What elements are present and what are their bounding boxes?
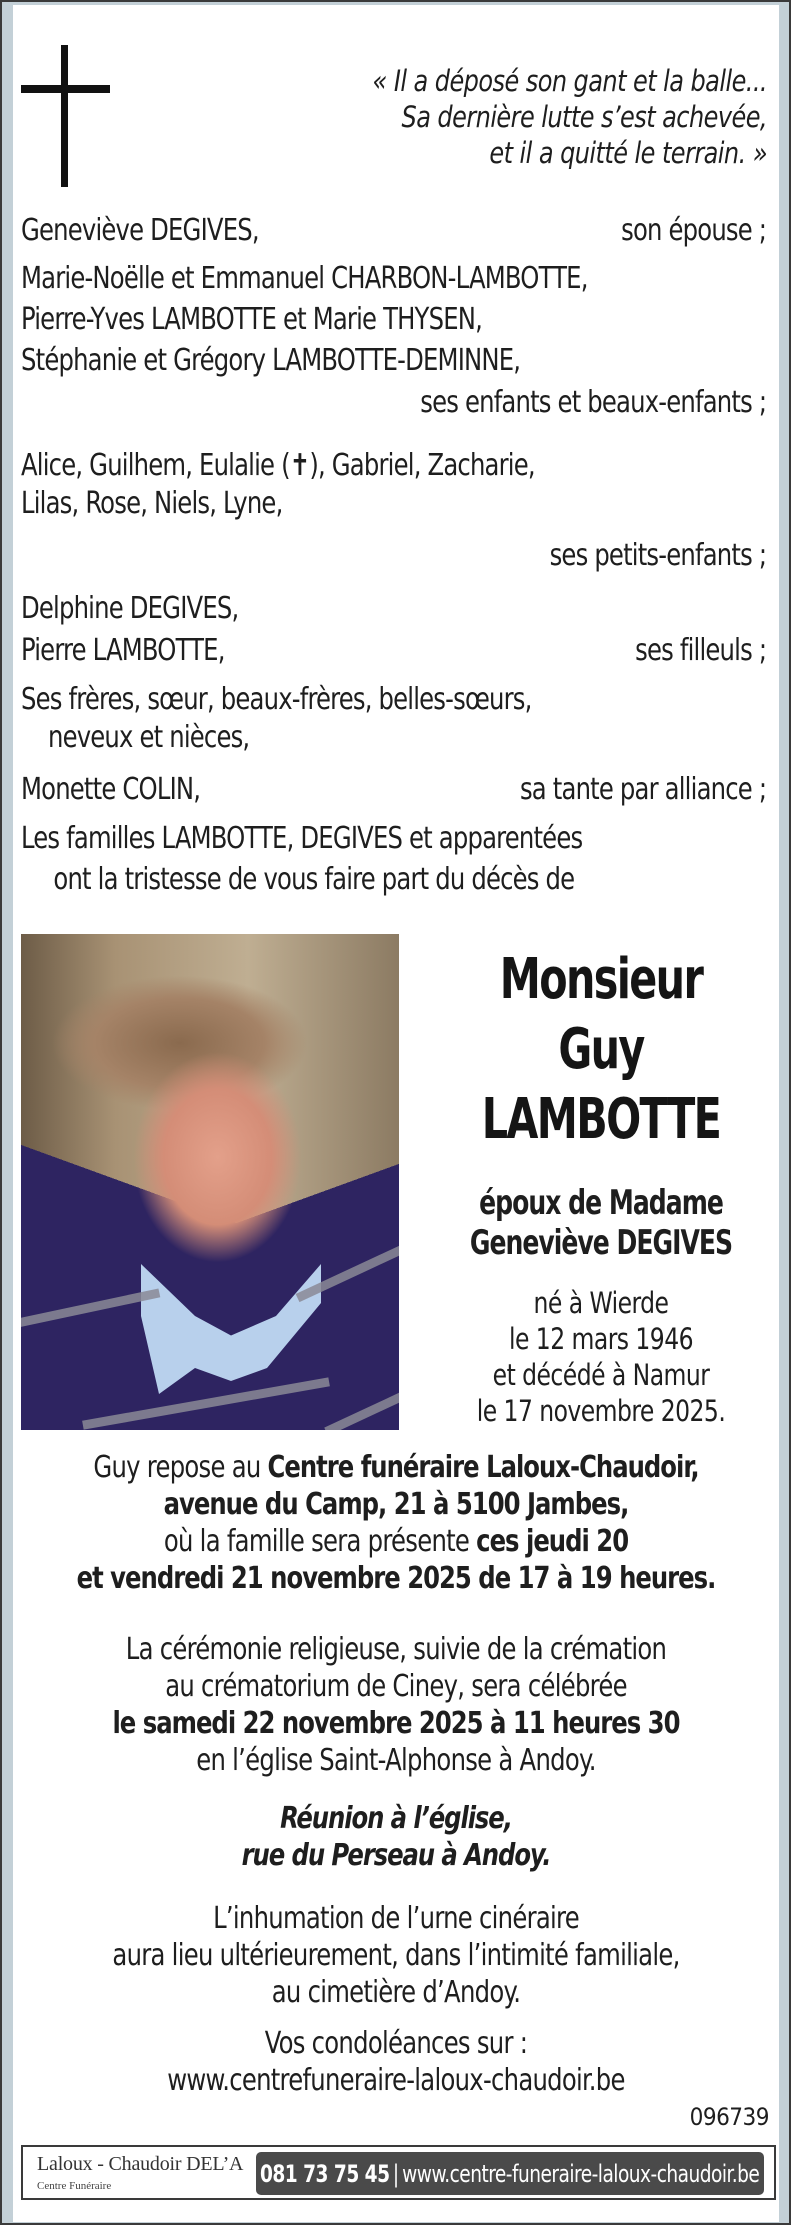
spouse-line: Geneviève DEGIVES	[469, 1223, 733, 1263]
relation-label: ses petits-enfants ;	[549, 538, 767, 573]
family-aunt	[21, 772, 766, 812]
quote-line: Sa dernière lutte s’est achevée,	[401, 100, 767, 134]
family-godchild	[21, 633, 766, 673]
meeting-paragraph	[51, 1800, 740, 1874]
death-place: et décédé à Namur	[492, 1358, 710, 1392]
announcement-text: ont la tristesse de vous faire part du décès de	[53, 862, 575, 897]
family-children-relation	[21, 385, 766, 425]
family-grandchildren	[21, 448, 766, 488]
announcement-line	[21, 862, 766, 902]
deceased-last-name: LAMBOTTE	[481, 1087, 721, 1152]
relative-name: Ses frères, sœur, beaux-frères, belles-sœurs,	[21, 682, 532, 717]
family-spouse	[21, 213, 766, 253]
obituary-notice	[13, 5, 779, 2222]
relative-name: Alice, Guilhem, Eulalie (✝), Gabriel, Zacharie,	[21, 448, 535, 483]
phone-number[interactable]: 081 73 75 45	[260, 2159, 390, 2188]
funeral-center-name: Centre funéraire Laloux-Chaudoir,	[267, 1450, 699, 1485]
ceremony-paragraph	[51, 1631, 740, 1779]
funeral-home-footer	[21, 2145, 776, 2200]
quote-line: et il a quitté le terrain. »	[489, 136, 767, 170]
relation-label: ses enfants et beaux-enfants ;	[420, 385, 767, 420]
death-date: le 17 novembre 2025.	[476, 1394, 726, 1428]
ceremony-datetime: le samedi 22 novembre 2025 à 11 heures 30	[112, 1706, 680, 1741]
family-child	[21, 343, 766, 383]
birth-date: le 12 mars 1946	[508, 1322, 693, 1356]
deceased-photo	[21, 934, 399, 1430]
repose-paragraph	[51, 1449, 740, 1597]
ceremony-text: La cérémonie religieuse, suivie de la crémation	[125, 1632, 667, 1667]
photo-sweater-stripe	[82, 1377, 330, 1429]
deceased-name-block	[433, 945, 769, 1429]
birth-place: né à Wierde	[533, 1286, 669, 1320]
funeral-home-logo: Laloux - Chaudoir DEL’A	[37, 2153, 244, 2175]
relative-name: Geneviève DEGIVES,	[21, 213, 259, 248]
separator: |	[392, 2159, 399, 2188]
quote-line: « Il a déposé son gant et la balle...	[372, 64, 767, 98]
cross-icon-bar	[21, 85, 110, 93]
photo-sweater-stripe	[296, 1235, 399, 1302]
relative-name: Delphine DEGIVES,	[21, 591, 239, 626]
relative-name: Lilas, Rose, Niels, Lyne,	[21, 486, 283, 521]
burial-text: au cimetière d’Andoy.	[271, 1975, 521, 2010]
family-child	[21, 302, 766, 342]
condolences-label: Vos condoléances sur :	[264, 2026, 528, 2061]
relative-name: Pierre-Yves LAMBOTTE et Marie THYSEN,	[21, 302, 482, 337]
relation-label: ses filleuls ;	[635, 633, 767, 668]
family-siblings	[21, 682, 766, 722]
meeting-text: Réunion à l’église,	[280, 1801, 512, 1836]
visitation-text: où la famille sera présente	[163, 1524, 477, 1559]
deceased-first-name: Guy	[558, 1017, 644, 1082]
relative-name: Monette COLIN,	[21, 772, 201, 807]
photo-sweater-stripe	[21, 1289, 160, 1329]
relative-name: Stéphanie et Grégory LAMBOTTE-DEMINNE,	[21, 343, 521, 378]
notice-id: 096739	[689, 2103, 769, 2131]
deceased-title: Monsieur	[499, 947, 703, 1012]
meeting-address: rue du Perseau à Andoy.	[241, 1838, 551, 1873]
contact-bar	[256, 2152, 764, 2195]
photo-shirt-collar	[141, 1264, 321, 1394]
condolences-link[interactable]: www.centrefuneraire-laloux-chaudoir.be	[167, 2063, 625, 2098]
photo-sweater-stripe	[324, 1381, 399, 1430]
condolences-paragraph	[51, 2025, 740, 2099]
family-grandchildren	[21, 486, 766, 526]
relative-name: Marie-Noëlle et Emmanuel CHARBON-LAMBOTTE,	[21, 261, 588, 296]
family-siblings	[21, 720, 766, 760]
burial-text: L’inhumation de l’urne cinéraire	[213, 1901, 579, 1936]
visitation-day: ces jeudi 20	[476, 1524, 629, 1559]
relative-name: neveux et nièces,	[48, 720, 250, 755]
visitation-dates: et vendredi 21 novembre 2025 de 17 à 19 heures.	[76, 1561, 716, 1596]
website-link[interactable]: www.centre-funeraire-laloux-chaudoir.be	[402, 2159, 760, 2188]
family-grandchildren-relation	[21, 538, 766, 578]
ceremony-text: au crématorium de Ciney, sera célébrée	[165, 1669, 627, 1704]
family-godchild	[21, 591, 766, 631]
burial-paragraph	[51, 1900, 740, 2011]
family-extended	[21, 821, 766, 861]
ceremony-location: en l’église Saint-Alphonse à Andoy.	[196, 1743, 596, 1778]
repose-text: Guy repose au	[93, 1450, 268, 1485]
spouse-line: époux de Madame	[479, 1183, 723, 1223]
cross-icon	[61, 45, 68, 187]
relative-name: Pierre LAMBOTTE,	[21, 633, 225, 668]
funeral-home-subtitle: Centre Funéraire	[37, 2180, 112, 2192]
funeral-center-address: avenue du Camp, 21 à 5100 Jambes,	[163, 1487, 629, 1522]
family-child	[21, 261, 766, 301]
burial-text: aura lieu ultérieurement, dans l’intimité familiale,	[112, 1938, 680, 1973]
relation-label: son épouse ;	[621, 213, 767, 248]
epitaph-quote	[215, 63, 767, 171]
families-line: Les familles LAMBOTTE, DEGIVES et apparentées	[21, 821, 583, 856]
relation-label: sa tante par alliance ;	[519, 772, 767, 807]
